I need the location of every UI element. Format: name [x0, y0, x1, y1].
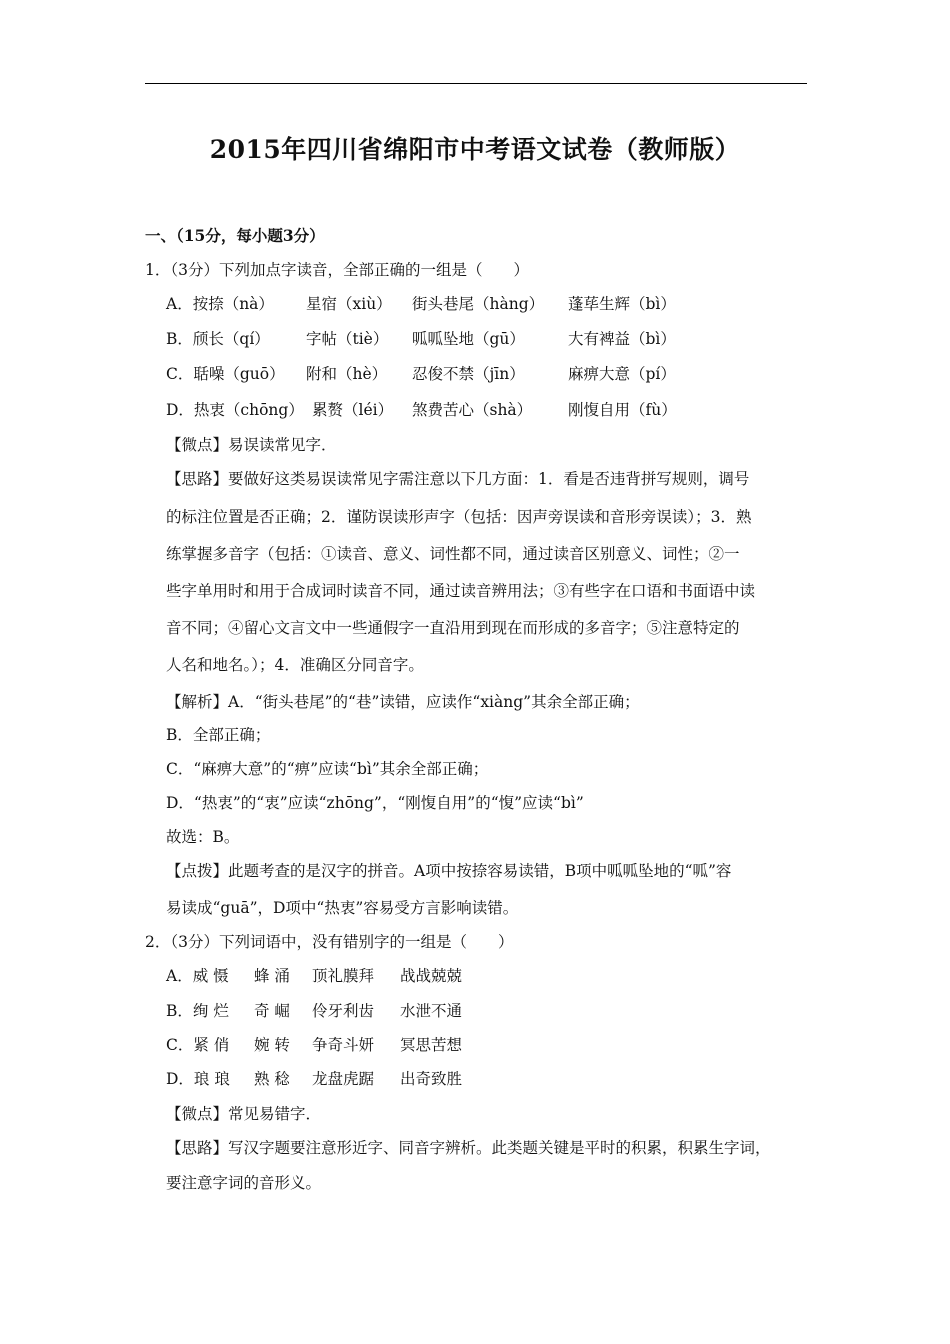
q2-option-b: [0, 1001, 950, 1025]
q2-silu-line: 要注意字词的音形义。: [166, 1174, 322, 1192]
q2-b-4: 水泄不通: [400, 1002, 463, 1020]
q1-c-2: 附和（hè）: [306, 365, 388, 383]
q1-silu-line: 些字单用时和用于合成词时读音不同，通过读音辨用法；③有些字在口语和书面语中读: [166, 582, 756, 600]
q1-option-b: [0, 329, 950, 353]
q1-stem: 1．（3分）下列加点字读音，全部正确的一组是（ ）: [145, 261, 529, 279]
q1-b-2: 字帖（tiè）: [306, 330, 389, 348]
q1-jiexi-line: D．“热衷”的“衷”应读“zhōng”，“刚愎自用”的“愎”应读“bì”: [166, 794, 584, 812]
q2-b-1: B．绚 烂: [166, 1002, 229, 1020]
section-heading: 一、（15分，每小题3分）: [145, 226, 325, 245]
q1-silu-line: 人名和地名。）；4．准确区分同音字。: [166, 656, 424, 674]
q1-b-1: B．颀长（qí）: [166, 330, 270, 348]
q1-a-2: 星宿（xiù）: [306, 295, 392, 313]
q1-weidian: 【微点】易误读常见字．: [166, 436, 337, 454]
q1-c-1: C．聒噪（guō）: [166, 365, 285, 383]
q2-a-4: 战战兢兢: [400, 967, 463, 985]
q2-a-2: 蜂 涌: [254, 967, 290, 985]
q2-stem: 2．（3分）下列词语中，没有错别字的一组是（ ）: [145, 933, 514, 951]
q2-weidian: 【微点】常见易错字．: [166, 1105, 322, 1123]
q1-b-3: 呱呱坠地（gū）: [412, 330, 525, 348]
q1-option-c: [0, 364, 950, 388]
q1-jiexi-line: 【解析】A．“街头巷尾”的“巷”读错，应读作“xiàng”其余全部正确；: [166, 693, 640, 711]
q1-d-3: 煞费苦心（shà）: [412, 401, 533, 419]
q2-c-2: 婉 转: [254, 1036, 290, 1054]
q1-option-d: [0, 400, 950, 424]
q2-a-1: A．威 慑: [166, 967, 229, 985]
q2-b-3: 伶牙利齿: [312, 1002, 375, 1020]
q1-d-2: 累赘（léi）: [312, 401, 394, 419]
q2-c-3: 争奇斗妍: [312, 1036, 375, 1054]
q1-c-4: 麻痹大意（pí）: [568, 365, 676, 383]
q2-option-c: [0, 1035, 950, 1059]
q2-a-3: 顶礼膜拜: [312, 967, 375, 985]
q1-jiexi-line: 故选：B。: [166, 828, 240, 846]
q2-c-4: 冥思苦想: [400, 1036, 463, 1054]
q1-d-4: 刚愎自用（fù）: [568, 401, 677, 419]
q1-d-1: D．热衷（chōng）: [166, 401, 304, 419]
q1-jiexi-line: B．全部正确；: [166, 726, 271, 744]
q2-c-1: C．紧 俏: [166, 1036, 230, 1054]
q1-jiexi-line: C．“麻痹大意”的“痹”应读“bì”其余全部正确；: [166, 760, 489, 778]
q1-a-4: 蓬荜生辉（bì）: [568, 295, 676, 313]
q2-d-4: 出奇致胜: [400, 1070, 463, 1088]
q1-c-3: 忍俊不禁（jīn）: [412, 365, 525, 383]
q1-silu-line: 音不同；④留心文言文中一些通假字一直沿用到现在而形成的多音字；⑤注意特定的: [166, 619, 740, 637]
q1-silu-line: 的标注位置是否正确；2．谨防误读形声字（包括：因声旁误读和音形旁误读）；3．熟: [166, 508, 752, 526]
q1-dianbo-line: 易读成“guā”，D项中“热衷”容易受方言影响读错。: [166, 899, 519, 917]
q1-dianbo-line: 【点拨】此题考查的是汉字的拼音。A项中按捺容易读错，B项中呱呱坠地的“呱”容: [166, 862, 732, 880]
q1-a-3: 街头巷尾（hàng）: [412, 295, 545, 313]
q1-silu-line: 练掌握多音字（包括：①读音、意义、词性都不同，通过读音区别意义、词性；②一: [166, 545, 740, 563]
q2-option-a: [0, 966, 950, 990]
q1-silu-line: 【思路】要做好这类易误读常见字需注意以下几方面：1．看是否违背拼写规则，调号: [166, 470, 750, 488]
q1-b-4: 大有裨益（bì）: [568, 330, 676, 348]
q1-option-a: [0, 294, 950, 318]
q2-silu-line: 【思路】写汉字题要注意形近字、同音字辨析。此类题关键是平时的积累，积累生字词，: [166, 1139, 771, 1157]
header-rule: [145, 83, 807, 84]
q2-d-2: 熟 稔: [254, 1070, 290, 1088]
q2-option-d: [0, 1069, 950, 1093]
page-title: 2015年四川省绵阳市中考语文试卷（教师版）: [209, 135, 741, 164]
q2-b-2: 奇 崛: [254, 1002, 290, 1020]
q2-d-1: D．琅 琅: [166, 1070, 230, 1088]
q2-d-3: 龙盘虎踞: [312, 1070, 375, 1088]
q1-a-1: A．按捺（nà）: [166, 295, 274, 313]
